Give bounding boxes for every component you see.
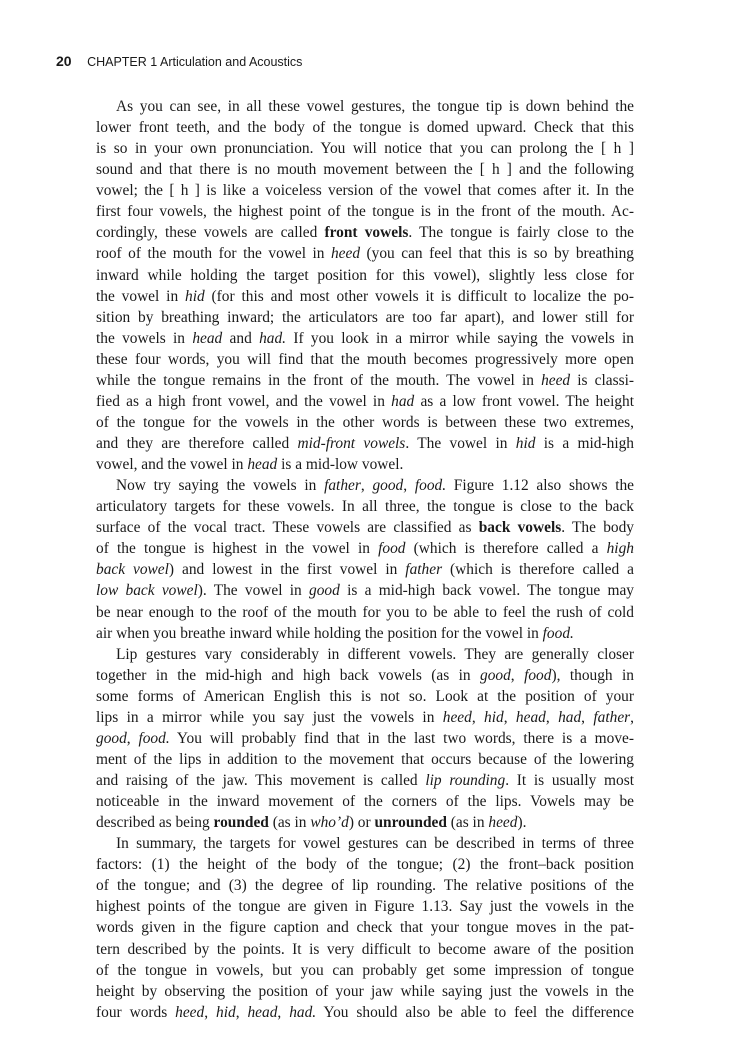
text-run: sition by breathing inward; the articulators are too far apart), and lower still for bbox=[96, 308, 634, 326]
text-run: , bbox=[126, 729, 139, 747]
text-run: , bbox=[471, 708, 485, 726]
text-line bbox=[96, 265, 634, 286]
text-line bbox=[96, 749, 634, 770]
text-run: You will probably find that in the last two words, there is a move- bbox=[169, 729, 634, 747]
text-run: some forms of American English this is not so. Look at the position of your bbox=[96, 687, 634, 705]
text-run: If you look in a mirror while saying the vowels in bbox=[286, 329, 634, 347]
text-run: , bbox=[545, 708, 559, 726]
text-run: (for this and most other vowels it is difficult to localize the po- bbox=[204, 287, 634, 305]
text-line bbox=[96, 412, 634, 433]
text-line bbox=[96, 1002, 634, 1023]
italic-term: head bbox=[192, 329, 223, 347]
text-run: Figure 1.12 also shows the bbox=[446, 477, 635, 495]
text-run: while the tongue remains in the front of the mouth. The vowel in bbox=[96, 371, 542, 389]
text-line bbox=[96, 939, 634, 960]
text-run: factors: (1) the height of the body of the tongue; (2) the front–back position bbox=[96, 856, 634, 874]
text-run: is so in your own pronunciation. You will notice that you can prolong the [ h ] bbox=[96, 140, 634, 158]
text-line bbox=[96, 812, 634, 833]
italic-term: head bbox=[515, 708, 546, 726]
text-run: air when you breathe inward while holding the position for the vowel in bbox=[96, 624, 543, 642]
italic-term: heed bbox=[488, 814, 518, 832]
text-run: surface of the vocal tract. These vowels are classified as bbox=[96, 519, 479, 537]
text-run: as a low front vowel. The height bbox=[414, 392, 635, 410]
text-line bbox=[96, 896, 634, 917]
text-run: together in the mid-high and high back vowels (as in bbox=[96, 666, 481, 684]
text-run: . It is usually most bbox=[505, 772, 634, 789]
text-run: of the tongue is highest in the vowel in bbox=[96, 540, 379, 558]
text-run: vowel; the [ h ] is like a voiceless version of the vowel that comes after it. In the bbox=[96, 182, 634, 200]
text-line bbox=[96, 222, 634, 243]
text-run: ), though in bbox=[551, 666, 634, 684]
text-line bbox=[96, 201, 634, 222]
text-run: (you can feel that this is so by breathing bbox=[360, 245, 634, 263]
italic-term: hid bbox=[484, 708, 504, 726]
text-run: (which is therefore called a bbox=[442, 561, 634, 579]
text-line bbox=[96, 180, 634, 201]
italic-term: hid bbox=[185, 287, 205, 305]
text-run: articulatory targets for these vowels. In all three, the tongue is close to the back bbox=[96, 498, 634, 516]
text-run: , bbox=[503, 708, 516, 726]
text-line bbox=[96, 686, 634, 707]
text-line bbox=[96, 117, 634, 138]
text-run: the vowel in bbox=[96, 287, 186, 305]
text-run: these four words, you will find that the mouth becomes progressively more open bbox=[96, 350, 634, 368]
text-run: ment of the lips in addition to the movement that occurs because of the lowering bbox=[96, 750, 634, 768]
text-line bbox=[96, 665, 634, 686]
text-line bbox=[96, 538, 634, 559]
text-run: , bbox=[235, 1003, 248, 1021]
page-number: 20 bbox=[56, 53, 72, 69]
text-run: ) and lowest in the first vowel in bbox=[168, 561, 406, 579]
text-run: is a mid-low vowel. bbox=[277, 456, 404, 474]
text-run: height by observing the position of your jaw while saying just the vowels in the bbox=[96, 982, 634, 1000]
text-run: roof of the mouth for the vowel in bbox=[96, 245, 331, 263]
text-line bbox=[96, 286, 634, 307]
text-run: sound and that there is no mouth movement between the [ h ] and the following bbox=[96, 161, 634, 179]
body-text bbox=[96, 96, 634, 1023]
text-run: vowel, and the vowel in bbox=[96, 456, 248, 474]
text-run: , bbox=[360, 477, 373, 495]
text-run: , bbox=[204, 1003, 217, 1021]
bold-term: front vowels bbox=[324, 224, 409, 242]
text-run: highest points of the tongue are given in Figure 1.13. Say just the vowels in the bbox=[96, 898, 634, 916]
text-run: , bbox=[403, 477, 415, 495]
text-run: lower front teeth, and the body of the tongue is domed upward. Check that this bbox=[96, 119, 634, 137]
text-run: is a mid-high bbox=[535, 435, 634, 452]
italic-term: had bbox=[391, 392, 415, 410]
italic-term: heed bbox=[442, 708, 472, 726]
text-run: is a mid-high back vowel. The tongue may bbox=[339, 582, 635, 600]
text-run: noticeable in the inward movement of the corners of the lips. Vowels may be bbox=[96, 793, 634, 811]
italic-term: heed bbox=[541, 371, 571, 389]
italic-term: low back vowel bbox=[96, 582, 198, 600]
text-line bbox=[96, 854, 634, 875]
text-run: , bbox=[630, 708, 634, 726]
text-run: of the tongue; and (3) the degree of lip rounding. The relative positions of the bbox=[96, 877, 634, 895]
text-line bbox=[96, 875, 634, 896]
text-run: and they are therefore called bbox=[96, 435, 298, 452]
italic-term: food. bbox=[414, 477, 447, 495]
text-line bbox=[96, 391, 634, 412]
italic-term: good bbox=[309, 582, 340, 600]
text-line bbox=[96, 496, 634, 517]
text-run: ). The vowel in bbox=[197, 582, 310, 600]
italic-term: head bbox=[247, 456, 278, 474]
italic-term: lip rounding bbox=[425, 772, 506, 789]
italic-term: had. bbox=[259, 329, 287, 347]
text-run: is classi- bbox=[570, 371, 634, 389]
text-line bbox=[96, 307, 634, 328]
text-line bbox=[96, 917, 634, 938]
bold-term: back vowels bbox=[478, 519, 562, 537]
italic-term: father bbox=[405, 561, 443, 579]
running-header bbox=[56, 53, 302, 69]
text-line bbox=[96, 349, 634, 370]
text-run: and raising of the jaw. This movement is called bbox=[96, 772, 426, 789]
text-line bbox=[96, 981, 634, 1002]
text-run: and bbox=[222, 329, 260, 347]
text-run: . The tongue is fairly close to the bbox=[408, 224, 634, 242]
text-run: tern described by the points. It is very difficult to become aware of the position bbox=[96, 940, 634, 958]
text-line bbox=[96, 728, 634, 749]
italic-term: had bbox=[558, 708, 582, 726]
text-run: , bbox=[581, 708, 594, 726]
text-run: As you can see, in all these vowel gestures, the tongue tip is down behind the bbox=[116, 98, 634, 115]
italic-term: good bbox=[96, 729, 127, 747]
text-line bbox=[96, 517, 634, 538]
italic-term: mid-front vowels bbox=[297, 435, 406, 452]
text-run: ). bbox=[517, 814, 527, 832]
text-line bbox=[96, 433, 634, 454]
text-run: . The body bbox=[561, 519, 634, 537]
text-run: inward while holding the target position for this vowel), slightly less close for bbox=[96, 266, 634, 284]
paragraph bbox=[96, 96, 634, 475]
text-run: words given in the figure caption and check that your tongue moves in the pat- bbox=[96, 919, 634, 937]
text-line bbox=[96, 96, 634, 117]
text-line bbox=[96, 243, 634, 264]
paragraph bbox=[96, 833, 634, 1023]
text-run: (as in bbox=[446, 814, 489, 832]
text-line bbox=[96, 370, 634, 391]
italic-term: had. bbox=[289, 1003, 317, 1021]
italic-term: father bbox=[324, 477, 361, 495]
text-line bbox=[96, 138, 634, 159]
paragraph bbox=[96, 644, 634, 834]
text-run: lips in a mirror while you say just the vowels in bbox=[96, 708, 443, 726]
italic-term: heed bbox=[175, 1003, 205, 1021]
italic-term: food. bbox=[138, 729, 170, 747]
text-line bbox=[96, 770, 634, 791]
text-line bbox=[96, 159, 634, 180]
italic-term: hid bbox=[216, 1003, 236, 1021]
italic-term: who’d bbox=[310, 814, 349, 832]
italic-term: good bbox=[372, 477, 404, 495]
italic-term: father bbox=[593, 708, 631, 726]
text-line bbox=[96, 644, 634, 665]
text-run: In summary, the targets for vowel gestures can be described in terms of three bbox=[116, 835, 634, 853]
text-run: , bbox=[510, 666, 525, 684]
text-line bbox=[96, 833, 634, 854]
italic-term: high bbox=[606, 540, 634, 558]
text-line bbox=[96, 328, 634, 349]
italic-term: food bbox=[524, 666, 552, 684]
italic-term: food. bbox=[542, 624, 574, 642]
text-line bbox=[96, 559, 634, 580]
text-run: You should also be able to feel the difference bbox=[316, 1003, 634, 1021]
text-line bbox=[96, 623, 634, 644]
text-run: , bbox=[277, 1003, 290, 1021]
bold-term: unrounded bbox=[374, 814, 447, 832]
text-run: . The vowel in bbox=[405, 435, 516, 452]
text-run: of the tongue for the vowels in the other words is between these two extremes, bbox=[96, 413, 634, 431]
text-line bbox=[96, 960, 634, 981]
text-run: fied as a high front vowel, and the vowel in bbox=[96, 392, 392, 410]
text-line bbox=[96, 475, 634, 496]
italic-term: good bbox=[480, 666, 511, 684]
bold-term: rounded bbox=[213, 814, 269, 832]
text-run: of the tongue in vowels, but you can probably get some impression of tongue bbox=[96, 961, 634, 979]
text-run: cordingly, these vowels are called bbox=[96, 224, 325, 242]
text-run: ) or bbox=[348, 814, 375, 832]
running-title: CHAPTER 1 Articulation and Acoustics bbox=[87, 55, 303, 69]
italic-term: back vowel bbox=[96, 561, 169, 579]
text-run: be near enough to the roof of the mouth for you to be able to feel the rush of cold bbox=[96, 603, 634, 621]
text-line bbox=[96, 454, 634, 475]
text-run: described as being bbox=[96, 814, 214, 832]
text-line bbox=[96, 791, 634, 812]
text-line bbox=[96, 602, 634, 623]
italic-term: hid bbox=[515, 435, 536, 452]
text-line bbox=[96, 580, 634, 601]
text-run: the vowels in bbox=[96, 329, 193, 347]
text-line bbox=[96, 707, 634, 728]
text-run: Now try saying the vowels in bbox=[116, 477, 325, 495]
text-run: Lip gestures vary considerably in different vowels. They are generally closer bbox=[116, 645, 634, 663]
italic-term: food bbox=[378, 540, 406, 558]
paragraph bbox=[96, 475, 634, 644]
text-run: first four vowels, the highest point of the tongue is in the front of the mouth. Ac- bbox=[96, 203, 634, 221]
text-run: (which is therefore called a bbox=[405, 540, 607, 558]
italic-term: head bbox=[247, 1003, 278, 1021]
italic-term: heed bbox=[330, 245, 361, 263]
text-run: four words bbox=[96, 1003, 176, 1021]
text-run: (as in bbox=[268, 814, 311, 832]
